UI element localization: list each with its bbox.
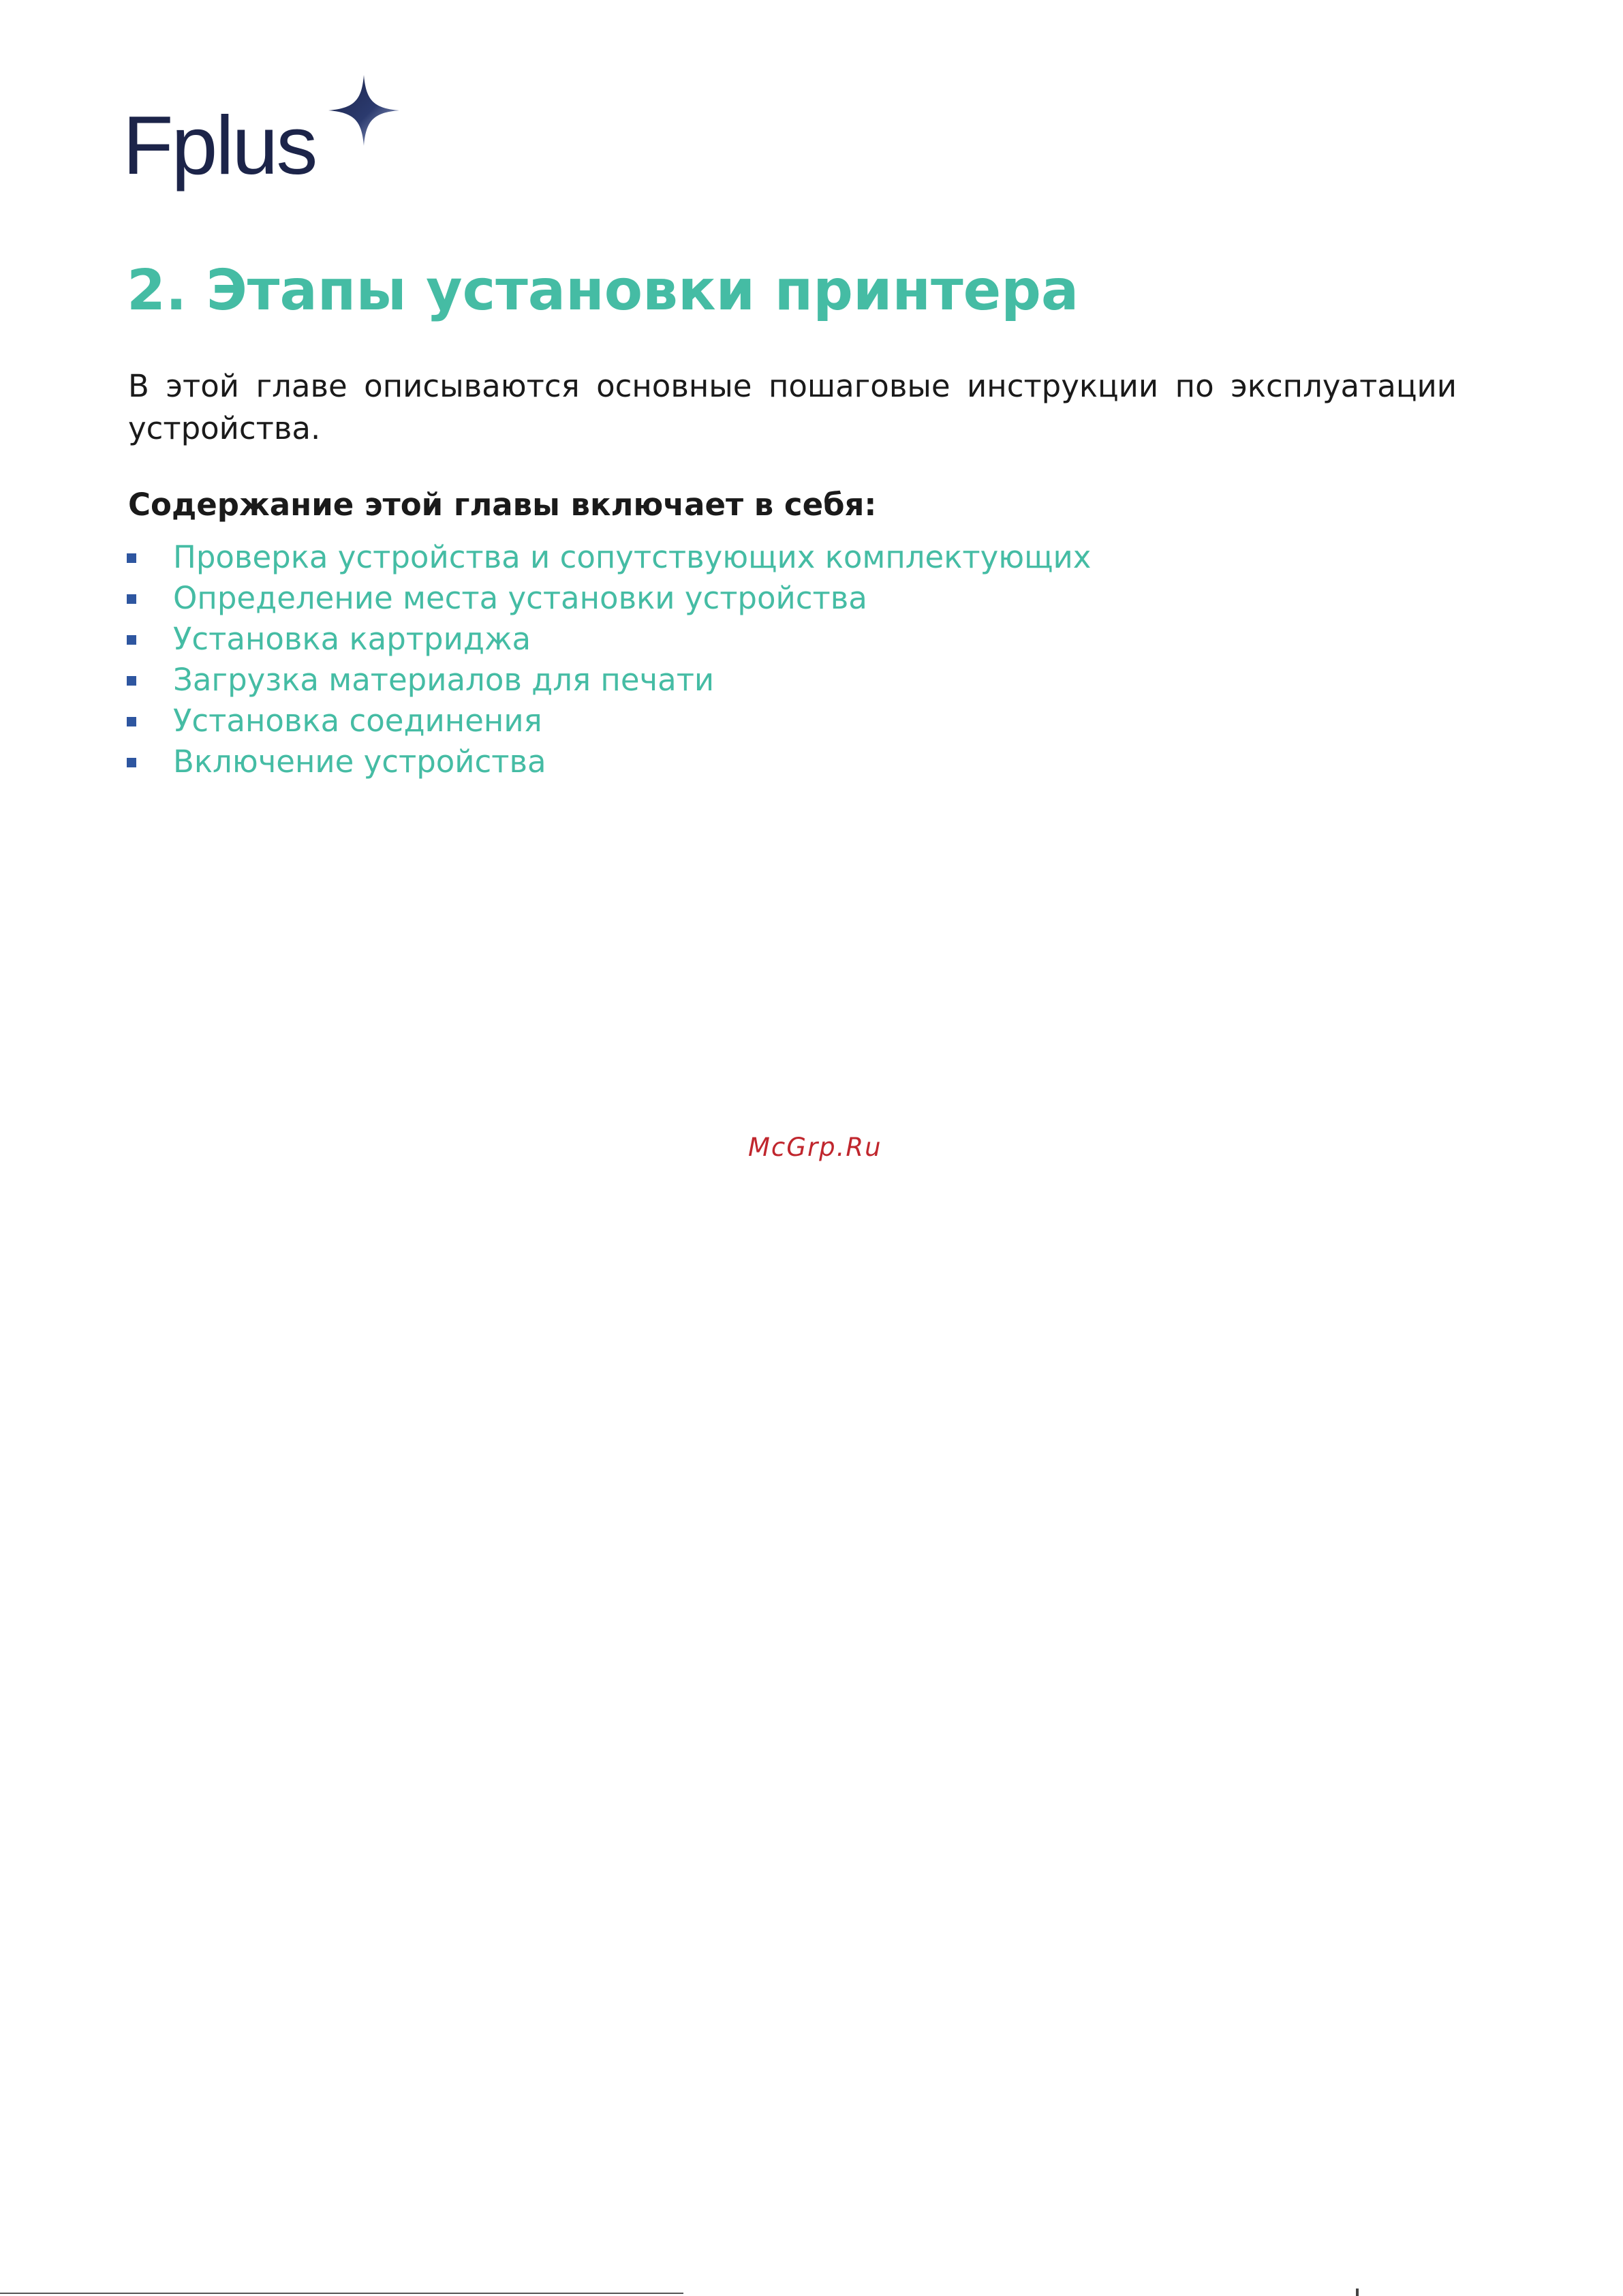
contents-item-label: Включение устройства [173, 744, 546, 780]
chapter-intro: В этой главе описываются основные пошаговые инструкции по эксплуатации устройства. [128, 368, 1457, 446]
contents-item-label: Установка соединения [173, 703, 542, 739]
brand-logo-text: Fplus [123, 99, 316, 192]
square-bullet-icon [127, 594, 136, 604]
square-bullet-icon [127, 717, 136, 726]
contents-item-label: Установка картриджа [173, 621, 531, 657]
contents-heading: Содержание этой главы включает в себя: [128, 487, 877, 523]
brand-logo [123, 75, 402, 198]
chapter-title: 2. Этапы установки принтера [127, 258, 1079, 323]
contents-item-power-on[interactable] [127, 741, 1091, 782]
contents-item-media-loading[interactable] [127, 660, 1091, 701]
contents-item-placement[interactable] [127, 578, 1091, 619]
four-point-star-icon [328, 75, 399, 146]
contents-item-label: Загрузка материалов для печати [173, 662, 715, 698]
footer-divider [0, 2293, 683, 2294]
contents-item-connection[interactable] [127, 701, 1091, 741]
contents-item-device-check[interactable] [127, 537, 1091, 578]
watermark: McGrp.Ru [748, 1133, 882, 1162]
contents-item-label: Проверка устройства и сопутствующих комплектующих [173, 539, 1092, 575]
square-bullet-icon [127, 676, 136, 686]
footer-mark [1356, 2289, 1359, 2296]
contents-list [127, 537, 1091, 782]
square-bullet-icon [127, 553, 136, 563]
contents-item-label: Определение места установки устройства [173, 580, 867, 616]
square-bullet-icon [127, 758, 136, 767]
contents-item-cartridge[interactable] [127, 619, 1091, 660]
square-bullet-icon [127, 635, 136, 645]
